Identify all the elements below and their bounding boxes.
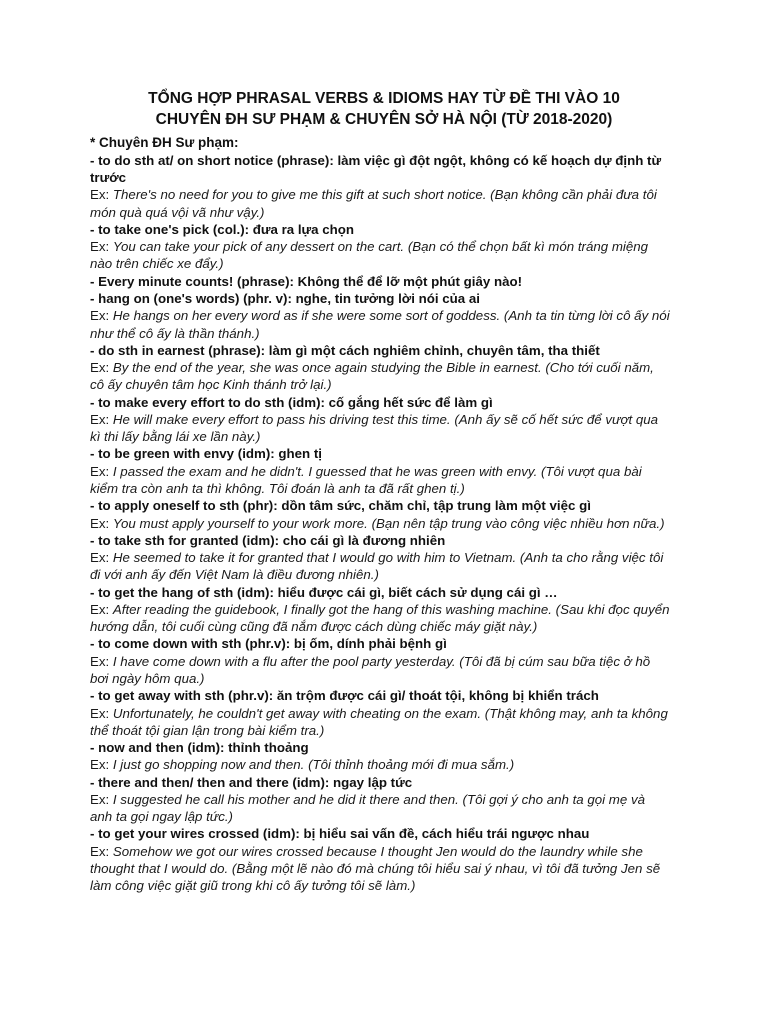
- list-item: [90, 584, 670, 636]
- list-item: [90, 152, 670, 221]
- entry-term: - to apply oneself to sth (phr): dồn tâm sức, chăm chỉ, tập trung làm một việc gì: [90, 498, 591, 514]
- entry-example: [90, 186, 670, 220]
- example-label: Ex:: [90, 757, 113, 773]
- example-text: He hangs on her every word as if she were some sort of goddess. (Anh ta tin từng lời cô ấy nói như thể cô ấy là thần thánh.): [90, 308, 670, 341]
- entry-term: - do sth in earnest (phrase): làm gì một cách nghiêm chỉnh, chuyên tâm, tha thiết: [90, 342, 600, 358]
- entry-term: - to get the hang of sth (idm): hiểu được cái gì, biết cách sử dụng cái gì …: [90, 584, 558, 600]
- example-label: Ex:: [90, 843, 113, 859]
- entry-term: - to get away with sth (phr.v): ăn trộm được cái gì/ thoát tội, không bị khiển trách: [90, 688, 599, 704]
- entry-example: [90, 756, 670, 773]
- list-item: [90, 497, 670, 532]
- entry-term: - to come down with sth (phr.v): bị ốm, dính phải bệnh gì: [90, 636, 447, 652]
- example-label: Ex:: [90, 792, 113, 808]
- entry-example: [90, 549, 670, 583]
- list-item: [90, 394, 670, 446]
- list-item: [90, 532, 670, 584]
- entry-term: - to take one's pick (col.): đưa ra lựa chọn: [90, 221, 355, 237]
- entry-example: [90, 359, 670, 393]
- entry-example: [90, 601, 670, 635]
- entry-example: [90, 515, 670, 532]
- example-text: I suggested he call his mother and he did it there and then. (Tôi gợi ý cho anh ta gọi mẹ và anh ta gọi ngay lập tức.): [90, 792, 646, 825]
- list-item: [90, 273, 670, 290]
- list-item: [90, 825, 670, 894]
- example-label: Ex:: [90, 602, 113, 618]
- entry-example: [90, 653, 670, 687]
- entry-term: - Every minute counts! (phrase): Không thể để lỡ một phút giây nào!: [90, 273, 523, 289]
- entry-term: - to be green with envy (idm): ghen tị: [90, 446, 322, 462]
- example-text: You must apply yourself to your work more. (Bạn nên tập trung vào công việc nhiều hơn nữa.): [112, 515, 665, 531]
- example-text: After reading the guidebook, I finally got the hang of this washing machine. (Sau khi đọc quyển hướng dẫn, tôi cuối cùng cũng đã nắm được cách dùng chiếc máy giặt này.): [90, 602, 670, 635]
- example-label: Ex:: [90, 463, 113, 479]
- entry-example: [90, 238, 670, 272]
- list-item: [90, 290, 670, 342]
- entry-term: - to take sth for granted (idm): cho cái gì là đương nhiên: [90, 532, 446, 548]
- entry-term: - to make every effort to do sth (idm): cố gắng hết sức để làm gì: [90, 394, 493, 410]
- entry-term: - to do sth at/ on short notice (phrase): làm việc gì đột ngột, không có kế hoạch dự định từ trước: [90, 152, 662, 185]
- example-text: He will make every effort to pass his driving test this time. (Anh ấy sẽ cố hết sức để vượt qua kì thi lấy bằng lái xe lần này.): [90, 411, 659, 445]
- example-label: Ex:: [90, 239, 113, 255]
- example-label: Ex:: [90, 411, 113, 427]
- entry-example: [90, 705, 670, 739]
- example-text: Unfortunately, he couldn't get away with cheating on the exam. (Thật không may, anh ta không thể thoát tội gian lận trong bài kiểm tra.): [90, 705, 668, 738]
- entry-term: - hang on (one's words) (phr. v): nghe, tin tưởng lời nói của ai: [90, 290, 480, 306]
- example-label: Ex:: [90, 550, 113, 566]
- example-label: Ex:: [90, 360, 113, 376]
- entry-example: [90, 463, 670, 497]
- list-item: [90, 687, 670, 739]
- example-text: I have come down with a flu after the pool party yesterday. (Tôi đã bị cúm sau bữa tiệc ở hồ bơi ngày hôm qua.): [90, 653, 651, 687]
- example-text: Somehow we got our wires crossed because I thought Jen would do the laundry while she thought that I would do. (Bằng một lẽ nào đó mà chúng tôi hiểu sai ý nhau, vì tôi đã tưởng Jen sẽ làm công việc giặt giũ trong khi cô ấy tưởng tôi sẽ làm.): [90, 843, 661, 894]
- entry-example: [90, 307, 670, 341]
- title-line-1: TỔNG HỢP PHRASAL VERBS & IDIOMS HAY TỪ ĐỀ THI VÀO 10: [148, 90, 620, 107]
- example-label: Ex:: [90, 515, 113, 531]
- example-text: You can take your pick of any dessert on the cart. (Bạn có thể chọn bất kì món tráng miệng nào trên chiếc xe đẩy.): [90, 239, 649, 272]
- example-text: I passed the exam and he didn't. I guessed that he was green with envy. (Tôi vượt qua bài kiểm tra còn anh ta thì không. Tôi đoán là anh ta đã rất ghen tị.): [90, 463, 642, 496]
- example-label: Ex:: [90, 308, 113, 324]
- example-label: Ex:: [90, 187, 113, 203]
- list-item: [90, 635, 670, 687]
- example-label: Ex:: [90, 705, 113, 721]
- entry-term: - now and then (idm): thỉnh thoảng: [90, 740, 309, 756]
- section-heading: * Chuyên ĐH Sư phạm:: [90, 135, 239, 150]
- list-item: [90, 342, 670, 394]
- entry-example: [90, 411, 670, 445]
- list-item: [90, 739, 670, 774]
- entry-term: - there and then/ then and there (idm): ngay lập tức: [90, 774, 413, 790]
- list-item: [90, 774, 670, 826]
- example-text: He seemed to take it for granted that I would go with him to Vietnam. (Anh ta cho rằng việc tôi đi với anh ấy đến Việt Nam là điều đương nhiên.): [90, 550, 664, 583]
- entry-example: [90, 791, 670, 825]
- example-text: By the end of the year, she was once again studying the Bible in earnest. (Cho tới cuối năm, cô ấy chuyên tâm học Kinh thánh trở lại.): [90, 360, 654, 393]
- example-text: I just go shopping now and then. (Tôi thỉnh thoảng mới đi mua sắm.): [112, 757, 515, 773]
- document-title: [90, 88, 670, 130]
- example-text: There's no need for you to give me this gift at such short notice. (Bạn không cần phải đưa tôi món quà quá vội vã như vậy.): [90, 187, 657, 220]
- title-line-2: CHUYÊN ĐH SƯ PHẠM & CHUYÊN SỞ HÀ NỘI (TỪ 2018-2020): [155, 111, 613, 128]
- entry-term: - to get your wires crossed (idm): bị hiểu sai vấn đề, cách hiểu trái ngược nhau: [90, 826, 590, 842]
- example-label: Ex:: [90, 653, 113, 669]
- list-item: [90, 445, 670, 497]
- entry-example: [90, 843, 670, 895]
- list-item: [90, 221, 670, 273]
- entry-list: [90, 152, 670, 895]
